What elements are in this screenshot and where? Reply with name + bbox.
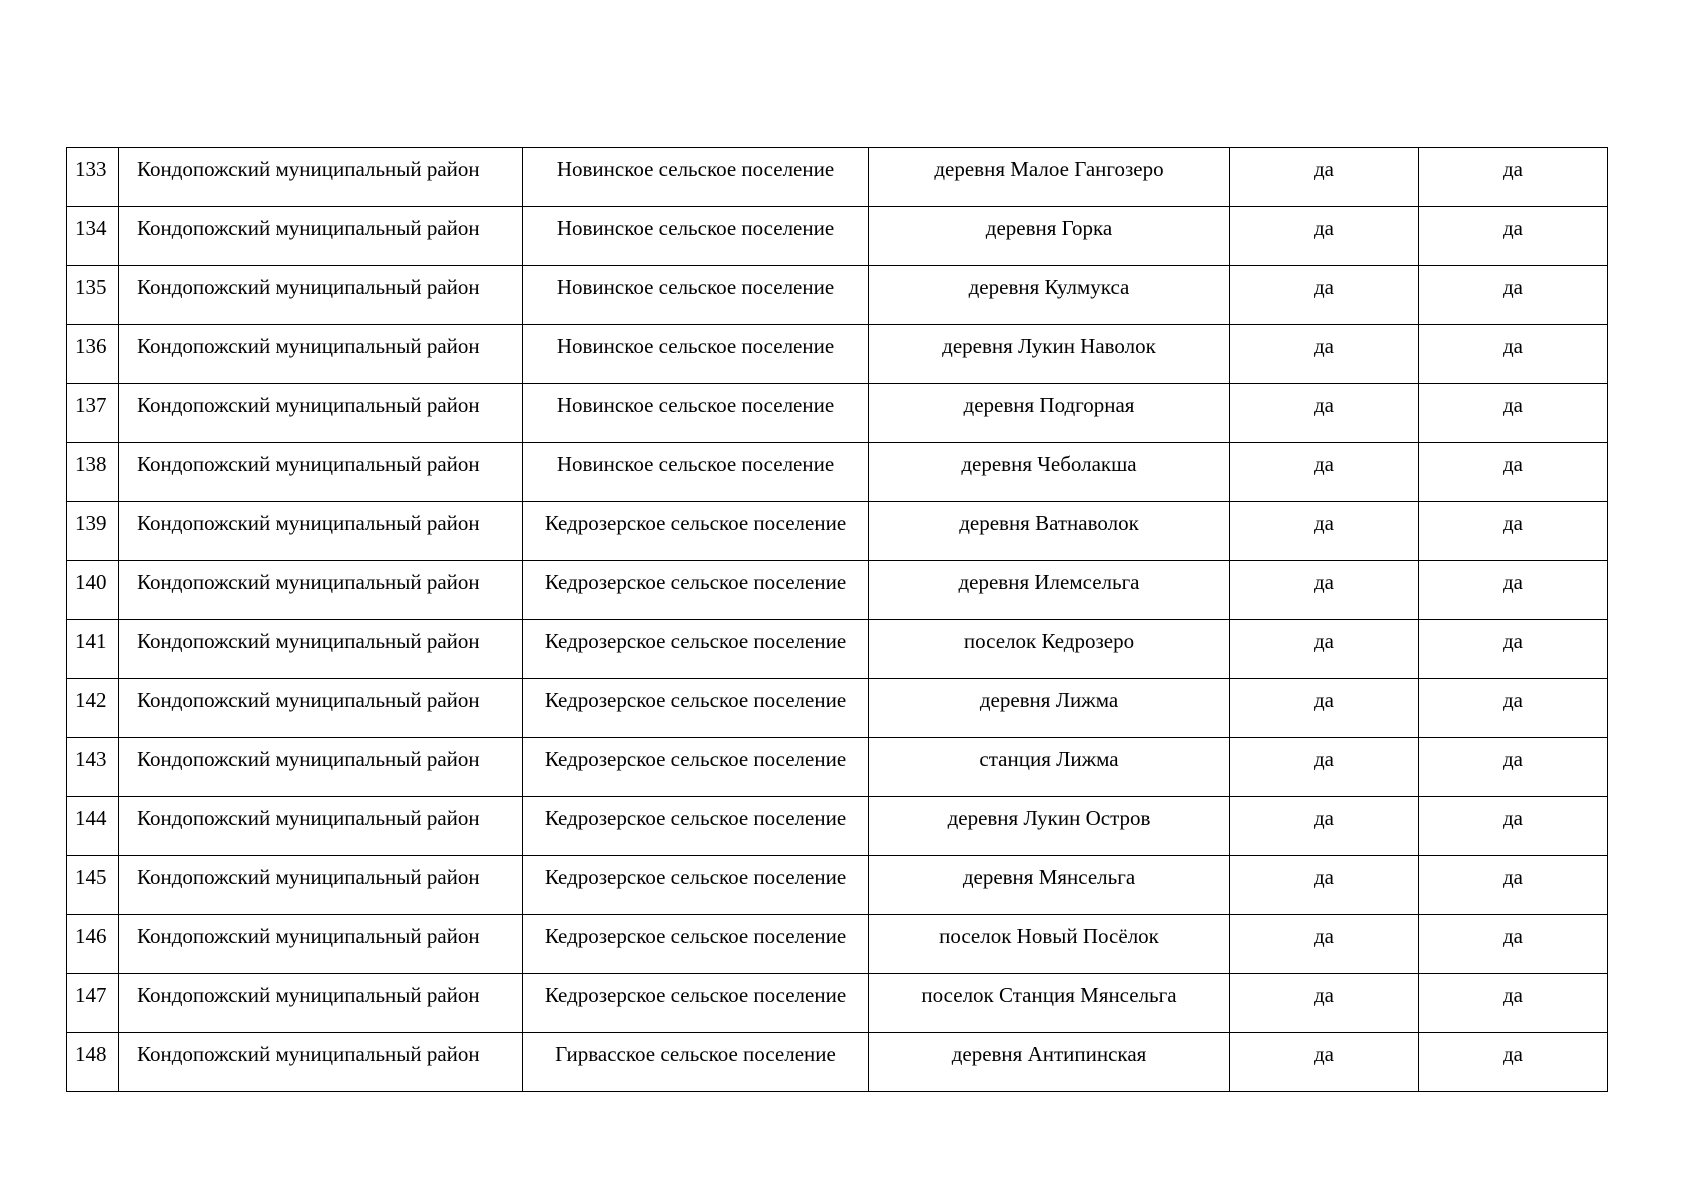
flag-2-cell	[1419, 620, 1608, 679]
flag-1-cell-text: да	[1313, 157, 1334, 181]
row-number-cell	[67, 325, 119, 384]
locality-cell-text: поселок Станция Мянсельга	[921, 983, 1177, 1007]
locality-cell-text: деревня Мянсельга	[962, 865, 1136, 889]
row-number-cell	[67, 620, 119, 679]
row-number-cell-text: 148	[75, 1042, 107, 1066]
row-number-cell	[67, 1033, 119, 1092]
row-number-cell-text: 142	[75, 688, 107, 712]
settlement-cell-text: Новинское сельское поселение	[556, 275, 835, 299]
row-number-cell	[67, 266, 119, 325]
table-row	[67, 384, 1608, 443]
locality-cell	[869, 266, 1230, 325]
row-number-cell	[67, 915, 119, 974]
district-cell-text: Кондопожский муниципальный район	[137, 275, 480, 299]
settlement-cell-text: Новинское сельское поселение	[556, 157, 835, 181]
table-row	[67, 738, 1608, 797]
flag-2-cell-text: да	[1502, 275, 1523, 299]
row-number-cell	[67, 738, 119, 797]
district-cell	[119, 207, 523, 266]
flag-1-cell	[1230, 384, 1419, 443]
settlement-cell-text: Кедрозерское сельское поселение	[544, 629, 847, 653]
table-row	[67, 207, 1608, 266]
locality-cell	[869, 443, 1230, 502]
settlement-cell-text: Новинское сельское поселение	[556, 334, 835, 358]
district-cell-text: Кондопожский муниципальный район	[137, 806, 480, 830]
district-cell	[119, 797, 523, 856]
settlement-cell-text: Кедрозерское сельское поселение	[544, 688, 847, 712]
table-row	[67, 620, 1608, 679]
locality-cell	[869, 384, 1230, 443]
row-number-cell-text: 134	[75, 216, 107, 240]
row-number-cell-text: 141	[75, 629, 107, 653]
table-row	[67, 561, 1608, 620]
flag-1-cell	[1230, 207, 1419, 266]
locality-cell-text: деревня Антипинская	[951, 1042, 1147, 1066]
flag-1-cell-text: да	[1313, 452, 1334, 476]
locality-cell	[869, 679, 1230, 738]
locality-cell	[869, 797, 1230, 856]
flag-2-cell	[1419, 325, 1608, 384]
flag-2-cell-text: да	[1502, 452, 1523, 476]
table-row	[67, 148, 1608, 207]
locality-cell	[869, 207, 1230, 266]
locality-cell	[869, 325, 1230, 384]
row-number-cell	[67, 561, 119, 620]
flag-1-cell	[1230, 266, 1419, 325]
district-cell-text: Кондопожский муниципальный район	[137, 629, 480, 653]
settlement-cell	[523, 443, 869, 502]
flag-1-cell-text: да	[1313, 393, 1334, 417]
locality-cell-text: поселок Новый Посёлок	[939, 924, 1159, 948]
locality-cell	[869, 148, 1230, 207]
flag-2-cell-text: да	[1502, 216, 1523, 240]
flag-2-cell-text: да	[1502, 806, 1523, 830]
flag-1-cell-text: да	[1313, 865, 1334, 889]
settlement-cell-text: Кедрозерское сельское поселение	[544, 865, 847, 889]
locality-cell	[869, 915, 1230, 974]
locality-cell-text: деревня Лукин Остров	[947, 806, 1151, 830]
locality-cell	[869, 620, 1230, 679]
locality-cell-text: деревня Кулмукса	[968, 275, 1130, 299]
settlement-cell-text: Новинское сельское поселение	[556, 452, 835, 476]
flag-2-cell	[1419, 915, 1608, 974]
flag-2-cell-text: да	[1502, 924, 1523, 948]
settlement-cell	[523, 679, 869, 738]
locality-cell	[869, 561, 1230, 620]
district-cell-text: Кондопожский муниципальный район	[137, 924, 480, 948]
table-row	[67, 797, 1608, 856]
flag-1-cell	[1230, 325, 1419, 384]
district-cell	[119, 620, 523, 679]
settlement-cell-text: Кедрозерское сельское поселение	[544, 747, 847, 771]
flag-1-cell	[1230, 856, 1419, 915]
flag-1-cell	[1230, 738, 1419, 797]
locality-cell-text: деревня Ватнаволок	[959, 511, 1139, 535]
flag-2-cell-text: да	[1502, 983, 1523, 1007]
locality-cell-text: деревня Илемсельга	[958, 570, 1140, 594]
row-number-cell	[67, 384, 119, 443]
settlement-cell	[523, 797, 869, 856]
settlement-cell-text: Гирвасское сельское поселение	[555, 1042, 836, 1066]
row-number-cell-text: 139	[75, 511, 107, 535]
district-cell-text: Кондопожский муниципальный район	[137, 983, 480, 1007]
flag-1-cell-text: да	[1313, 747, 1334, 771]
district-cell	[119, 502, 523, 561]
flag-2-cell-text: да	[1502, 629, 1523, 653]
district-cell-text: Кондопожский муниципальный район	[137, 511, 480, 535]
district-cell-text: Кондопожский муниципальный район	[137, 216, 480, 240]
table-row	[67, 443, 1608, 502]
row-number-cell	[67, 148, 119, 207]
row-number-cell	[67, 207, 119, 266]
row-number-cell	[67, 679, 119, 738]
flag-1-cell	[1230, 502, 1419, 561]
flag-2-cell	[1419, 443, 1608, 502]
row-number-cell-text: 138	[75, 452, 107, 476]
settlement-cell-text: Новинское сельское поселение	[556, 216, 835, 240]
locality-cell	[869, 1033, 1230, 1092]
flag-2-cell	[1419, 974, 1608, 1033]
flag-2-cell	[1419, 1033, 1608, 1092]
district-cell	[119, 148, 523, 207]
row-number-cell-text: 145	[75, 865, 107, 889]
locality-cell	[869, 502, 1230, 561]
row-number-cell	[67, 443, 119, 502]
locality-cell-text: станция Лижма	[979, 747, 1119, 771]
locality-cell-text: деревня Малое Гангозеро	[934, 157, 1164, 181]
table-body	[67, 148, 1608, 1092]
flag-1-cell-text: да	[1313, 924, 1334, 948]
flag-1-cell	[1230, 679, 1419, 738]
settlement-cell-text: Кедрозерское сельское поселение	[544, 806, 847, 830]
flag-2-cell	[1419, 207, 1608, 266]
flag-1-cell-text: да	[1313, 334, 1334, 358]
locality-cell-text: деревня Подгорная	[963, 393, 1135, 417]
locality-cell	[869, 974, 1230, 1033]
district-cell-text: Кондопожский муниципальный район	[137, 393, 480, 417]
row-number-cell-text: 137	[75, 393, 107, 417]
flag-1-cell-text: да	[1313, 688, 1334, 712]
settlement-cell	[523, 856, 869, 915]
flag-2-cell-text: да	[1502, 688, 1523, 712]
locality-cell-text: деревня Лижма	[979, 688, 1119, 712]
settlement-cell	[523, 561, 869, 620]
row-number-cell-text: 143	[75, 747, 107, 771]
settlement-cell-text: Новинское сельское поселение	[556, 393, 835, 417]
district-cell	[119, 679, 523, 738]
settlement-cell	[523, 974, 869, 1033]
settlements-table	[66, 147, 1608, 1092]
district-cell	[119, 325, 523, 384]
flag-2-cell	[1419, 502, 1608, 561]
district-cell-text: Кондопожский муниципальный район	[137, 157, 480, 181]
district-cell-text: Кондопожский муниципальный район	[137, 452, 480, 476]
settlement-cell-text: Кедрозерское сельское поселение	[544, 924, 847, 948]
flag-1-cell-text: да	[1313, 216, 1334, 240]
flag-1-cell-text: да	[1313, 511, 1334, 535]
row-number-cell-text: 133	[75, 157, 107, 181]
district-cell	[119, 384, 523, 443]
flag-1-cell	[1230, 620, 1419, 679]
flag-2-cell-text: да	[1502, 1042, 1523, 1066]
district-cell-text: Кондопожский муниципальный район	[137, 570, 480, 594]
settlement-cell	[523, 384, 869, 443]
district-cell-text: Кондопожский муниципальный район	[137, 865, 480, 889]
locality-cell-text: деревня Чеболакша	[961, 452, 1137, 476]
flag-1-cell	[1230, 561, 1419, 620]
settlement-cell-text: Кедрозерское сельское поселение	[544, 511, 847, 535]
flag-2-cell	[1419, 679, 1608, 738]
row-number-cell-text: 135	[75, 275, 107, 299]
flag-1-cell	[1230, 974, 1419, 1033]
row-number-cell-text: 147	[75, 983, 107, 1007]
locality-cell-text: деревня Горка	[985, 216, 1113, 240]
flag-2-cell-text: да	[1502, 334, 1523, 358]
flag-2-cell-text: да	[1502, 747, 1523, 771]
flag-1-cell	[1230, 443, 1419, 502]
settlement-cell	[523, 325, 869, 384]
settlement-cell-text: Кедрозерское сельское поселение	[544, 983, 847, 1007]
locality-cell-text: деревня Лукин Наволок	[942, 334, 1156, 358]
district-cell-text: Кондопожский муниципальный район	[137, 334, 480, 358]
table-row	[67, 915, 1608, 974]
settlement-cell	[523, 148, 869, 207]
flag-1-cell-text: да	[1313, 629, 1334, 653]
flag-2-cell	[1419, 738, 1608, 797]
table-row	[67, 974, 1608, 1033]
flag-1-cell-text: да	[1313, 806, 1334, 830]
table-row	[67, 325, 1608, 384]
district-cell	[119, 915, 523, 974]
locality-cell	[869, 738, 1230, 797]
row-number-cell-text: 146	[75, 924, 107, 948]
row-number-cell-text: 140	[75, 570, 107, 594]
settlement-cell	[523, 915, 869, 974]
district-cell	[119, 561, 523, 620]
flag-2-cell-text: да	[1502, 511, 1523, 535]
flag-1-cell-text: да	[1313, 983, 1334, 1007]
flag-2-cell-text: да	[1502, 865, 1523, 889]
flag-1-cell	[1230, 148, 1419, 207]
settlement-cell	[523, 207, 869, 266]
table-row	[67, 1033, 1608, 1092]
flag-1-cell	[1230, 1033, 1419, 1092]
row-number-cell-text: 144	[75, 806, 107, 830]
row-number-cell	[67, 856, 119, 915]
district-cell	[119, 974, 523, 1033]
district-cell	[119, 443, 523, 502]
district-cell-text: Кондопожский муниципальный район	[137, 747, 480, 771]
settlement-cell	[523, 502, 869, 561]
flag-2-cell-text: да	[1502, 157, 1523, 181]
table-row	[67, 502, 1608, 561]
flag-2-cell-text: да	[1502, 570, 1523, 594]
flag-1-cell-text: да	[1313, 275, 1334, 299]
district-cell	[119, 738, 523, 797]
table-row	[67, 856, 1608, 915]
district-cell	[119, 266, 523, 325]
flag-1-cell	[1230, 915, 1419, 974]
district-cell-text: Кондопожский муниципальный район	[137, 688, 480, 712]
row-number-cell	[67, 502, 119, 561]
settlement-cell	[523, 738, 869, 797]
settlement-cell-text: Кедрозерское сельское поселение	[544, 570, 847, 594]
settlement-cell	[523, 620, 869, 679]
district-cell	[119, 856, 523, 915]
flag-1-cell-text: да	[1313, 570, 1334, 594]
district-cell	[119, 1033, 523, 1092]
flag-2-cell	[1419, 266, 1608, 325]
settlement-cell	[523, 1033, 869, 1092]
flag-2-cell	[1419, 561, 1608, 620]
table-row	[67, 266, 1608, 325]
locality-cell	[869, 856, 1230, 915]
flag-1-cell	[1230, 797, 1419, 856]
flag-2-cell	[1419, 384, 1608, 443]
flag-1-cell-text: да	[1313, 1042, 1334, 1066]
flag-2-cell	[1419, 856, 1608, 915]
row-number-cell-text: 136	[75, 334, 107, 358]
district-cell-text: Кондопожский муниципальный район	[137, 1042, 480, 1066]
row-number-cell	[67, 974, 119, 1033]
settlement-cell	[523, 266, 869, 325]
flag-2-cell-text: да	[1502, 393, 1523, 417]
table-row	[67, 679, 1608, 738]
locality-cell-text: поселок Кедрозеро	[963, 629, 1135, 653]
flag-2-cell	[1419, 797, 1608, 856]
row-number-cell	[67, 797, 119, 856]
flag-2-cell	[1419, 148, 1608, 207]
